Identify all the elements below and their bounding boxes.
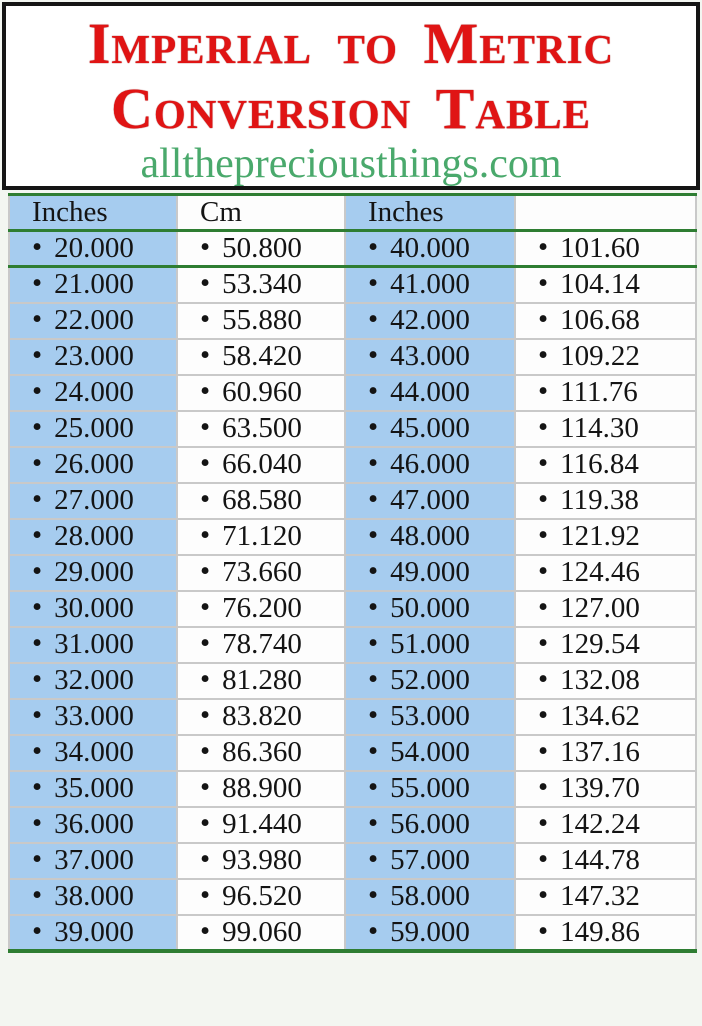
- cell-value: 83.820: [222, 700, 302, 732]
- bullet-icon: •: [368, 483, 379, 515]
- bullet-icon: •: [538, 411, 549, 443]
- table-cell: [515, 663, 696, 699]
- table-cell: [9, 879, 177, 915]
- cell-value: 46.000: [390, 448, 470, 480]
- cell-value: 49.000: [390, 556, 470, 588]
- bullet-icon: •: [200, 771, 211, 803]
- table-cell: [177, 699, 345, 735]
- table-cell: [177, 375, 345, 411]
- cell-value: 35.000: [54, 772, 134, 804]
- cell-value: 121.92: [560, 520, 640, 552]
- cell-value: 38.000: [54, 880, 134, 912]
- cell-value: 34.000: [54, 736, 134, 768]
- table-cell: [515, 735, 696, 771]
- cell-value: 53.340: [222, 268, 302, 301]
- bullet-icon: •: [32, 771, 43, 803]
- bullet-icon: •: [200, 879, 211, 911]
- cell-value: 57.000: [390, 844, 470, 876]
- bullet-icon: •: [200, 231, 211, 263]
- table-cell: [177, 663, 345, 699]
- table-row: [9, 699, 696, 735]
- table-header: [9, 195, 696, 231]
- cell-value: 51.000: [390, 628, 470, 660]
- bullet-icon: •: [538, 914, 549, 947]
- col-header-cm-left: Cm: [177, 195, 345, 231]
- table-cell: [345, 699, 515, 735]
- bullet-icon: •: [200, 663, 211, 695]
- cell-value: 134.62: [560, 700, 640, 732]
- table-row: [9, 483, 696, 519]
- cell-value: 21.000: [54, 268, 134, 301]
- table-row: [9, 231, 696, 267]
- bullet-icon: •: [200, 699, 211, 731]
- bullet-icon: •: [32, 735, 43, 767]
- bullet-icon: •: [538, 447, 549, 479]
- cell-value: 31.000: [54, 628, 134, 660]
- bullet-icon: •: [368, 267, 379, 300]
- cell-value: 96.520: [222, 880, 302, 912]
- title-line-2: Conversion Table: [111, 75, 591, 141]
- page-title: [6, 12, 696, 142]
- table-cell: [177, 447, 345, 483]
- table-row: [9, 663, 696, 699]
- cell-value: 20.000: [54, 232, 134, 264]
- table-cell: [177, 735, 345, 771]
- table-cell: [345, 447, 515, 483]
- cell-value: 32.000: [54, 664, 134, 696]
- table-row: [9, 915, 696, 951]
- table-cell: [345, 519, 515, 555]
- bullet-icon: •: [538, 591, 549, 623]
- table-cell: [9, 339, 177, 375]
- table-cell: [177, 267, 345, 303]
- cell-value: 53.000: [390, 700, 470, 732]
- table-cell: [9, 843, 177, 879]
- cell-value: 58.000: [390, 880, 470, 912]
- cell-value: 78.740: [222, 628, 302, 660]
- table-cell: [515, 483, 696, 519]
- table-cell: [345, 303, 515, 339]
- cell-value: 58.420: [222, 340, 302, 372]
- bullet-icon: •: [200, 627, 211, 659]
- bullet-icon: •: [200, 339, 211, 371]
- header-row: [9, 195, 696, 231]
- table-row: [9, 771, 696, 807]
- table-cell: [9, 231, 177, 267]
- bullet-icon: •: [368, 555, 379, 587]
- table-row: [9, 843, 696, 879]
- cell-value: 24.000: [54, 376, 134, 408]
- table-row: [9, 411, 696, 447]
- table-cell: [9, 627, 177, 663]
- table-cell: [515, 447, 696, 483]
- table-cell: [515, 699, 696, 735]
- bullet-icon: •: [538, 807, 549, 839]
- cell-value: 144.78: [560, 844, 640, 876]
- table-cell: [177, 915, 345, 951]
- cell-value: 55.880: [222, 304, 302, 336]
- bullet-icon: •: [32, 483, 43, 515]
- cell-value: 127.00: [560, 592, 640, 624]
- table-cell: [345, 483, 515, 519]
- table-row: [9, 447, 696, 483]
- bullet-icon: •: [32, 807, 43, 839]
- cell-value: 86.360: [222, 736, 302, 768]
- table-cell: [345, 231, 515, 267]
- cell-value: 147.32: [560, 880, 640, 912]
- bullet-icon: •: [538, 879, 549, 911]
- cell-value: 47.000: [390, 484, 470, 516]
- cell-value: 48.000: [390, 520, 470, 552]
- cell-value: 29.000: [54, 556, 134, 588]
- table-cell: [515, 411, 696, 447]
- bullet-icon: •: [538, 519, 549, 551]
- cell-value: 124.46: [560, 556, 640, 588]
- bullet-icon: •: [200, 519, 211, 551]
- table-cell: [9, 483, 177, 519]
- bullet-icon: •: [200, 807, 211, 839]
- bullet-icon: •: [538, 699, 549, 731]
- table-cell: [345, 339, 515, 375]
- bullet-icon: •: [200, 303, 211, 335]
- table-cell: [177, 807, 345, 843]
- cell-value: 91.440: [222, 808, 302, 840]
- cell-value: 114.30: [560, 412, 639, 444]
- table-cell: [515, 879, 696, 915]
- cell-value: 22.000: [54, 304, 134, 336]
- table-cell: [515, 771, 696, 807]
- cell-value: 50.800: [222, 232, 302, 264]
- cell-value: 142.24: [560, 808, 640, 840]
- table-cell: [9, 807, 177, 843]
- cell-value: 129.54: [560, 628, 640, 660]
- cell-value: 63.500: [222, 412, 302, 444]
- cell-value: 132.08: [560, 664, 640, 696]
- table-cell: [345, 411, 515, 447]
- table-cell: [345, 915, 515, 951]
- table-cell: [515, 627, 696, 663]
- table-cell: [177, 879, 345, 915]
- bullet-icon: •: [200, 735, 211, 767]
- cell-value: 43.000: [390, 340, 470, 372]
- table-cell: [177, 231, 345, 267]
- table-cell: [9, 375, 177, 411]
- table-cell: [345, 879, 515, 915]
- cell-value: 44.000: [390, 376, 470, 408]
- cell-value: 111.76: [560, 376, 638, 408]
- bullet-icon: •: [368, 735, 379, 767]
- table-row: [9, 519, 696, 555]
- bullet-icon: •: [368, 591, 379, 623]
- bullet-icon: •: [32, 843, 43, 875]
- table-body: [9, 231, 696, 951]
- table-cell: [9, 303, 177, 339]
- cell-value: 104.14: [560, 268, 640, 301]
- bullet-icon: •: [200, 267, 211, 300]
- bullet-icon: •: [32, 519, 43, 551]
- table-cell: [515, 231, 696, 267]
- bullet-icon: •: [368, 519, 379, 551]
- table-cell: [345, 591, 515, 627]
- cell-value: 25.000: [54, 412, 134, 444]
- bullet-icon: •: [32, 699, 43, 731]
- table-cell: [515, 519, 696, 555]
- table-row: [9, 555, 696, 591]
- cell-value: 59.000: [390, 915, 470, 948]
- table-cell: [177, 483, 345, 519]
- table-cell: [9, 519, 177, 555]
- bullet-icon: •: [32, 375, 43, 407]
- table-cell: [9, 771, 177, 807]
- cell-value: 81.280: [222, 664, 302, 696]
- bullet-icon: •: [368, 339, 379, 371]
- table-cell: [9, 735, 177, 771]
- bullet-icon: •: [538, 843, 549, 875]
- cell-value: 50.000: [390, 592, 470, 624]
- bullet-icon: •: [368, 411, 379, 443]
- bullet-icon: •: [538, 339, 549, 371]
- table-cell: [515, 339, 696, 375]
- bullet-icon: •: [32, 879, 43, 911]
- table-cell: [177, 591, 345, 627]
- bullet-icon: •: [32, 627, 43, 659]
- cell-value: 28.000: [54, 520, 134, 552]
- cell-value: 26.000: [54, 448, 134, 480]
- cell-value: 99.060: [222, 915, 302, 948]
- table-row: [9, 627, 696, 663]
- bullet-icon: •: [368, 627, 379, 659]
- bullet-icon: •: [368, 843, 379, 875]
- table-cell: [177, 339, 345, 375]
- cell-value: 137.16: [560, 736, 640, 768]
- table-row: [9, 591, 696, 627]
- cell-value: 109.22: [560, 340, 640, 372]
- title-line-1: Imperial to Metric: [87, 11, 615, 76]
- table-cell: [345, 375, 515, 411]
- table-cell: [345, 555, 515, 591]
- bullet-icon: •: [368, 375, 379, 407]
- cell-value: 52.000: [390, 664, 470, 696]
- table-row: [9, 339, 696, 375]
- table-cell: [345, 735, 515, 771]
- table-cell: [9, 447, 177, 483]
- header-banner: [2, 2, 700, 190]
- bullet-icon: •: [368, 447, 379, 479]
- table-row: [9, 735, 696, 771]
- table-row: [9, 375, 696, 411]
- table-cell: [345, 663, 515, 699]
- table-cell: [9, 411, 177, 447]
- table-cell: [9, 591, 177, 627]
- cell-value: 60.960: [222, 376, 302, 408]
- table-cell: [515, 807, 696, 843]
- table-cell: [177, 555, 345, 591]
- bullet-icon: •: [538, 483, 549, 515]
- bullet-icon: •: [32, 231, 43, 263]
- table-cell: [177, 771, 345, 807]
- cell-value: 27.000: [54, 484, 134, 516]
- cell-value: 139.70: [560, 772, 640, 804]
- bullet-icon: •: [368, 807, 379, 839]
- cell-value: 88.900: [222, 772, 302, 804]
- table-row: [9, 807, 696, 843]
- table-cell: [177, 303, 345, 339]
- table-cell: [9, 267, 177, 303]
- bullet-icon: •: [32, 663, 43, 695]
- bullet-icon: •: [368, 303, 379, 335]
- bullet-icon: •: [200, 411, 211, 443]
- bullet-icon: •: [200, 914, 211, 947]
- bullet-icon: •: [368, 231, 379, 263]
- bullet-icon: •: [538, 663, 549, 695]
- table-cell: [345, 267, 515, 303]
- bullet-icon: •: [538, 555, 549, 587]
- cell-value: 116.84: [560, 448, 639, 480]
- bullet-icon: •: [32, 339, 43, 371]
- table-cell: [515, 375, 696, 411]
- bullet-icon: •: [538, 231, 549, 263]
- bullet-icon: •: [200, 555, 211, 587]
- cell-value: 119.38: [560, 484, 639, 516]
- table-cell: [177, 411, 345, 447]
- cell-value: 71.120: [222, 520, 302, 552]
- table-cell: [515, 915, 696, 951]
- bullet-icon: •: [368, 663, 379, 695]
- cell-value: 76.200: [222, 592, 302, 624]
- cell-value: 39.000: [54, 915, 134, 948]
- bullet-icon: •: [538, 303, 549, 335]
- cell-value: 23.000: [54, 340, 134, 372]
- bullet-icon: •: [32, 447, 43, 479]
- cell-value: 45.000: [390, 412, 470, 444]
- bullet-icon: •: [200, 483, 211, 515]
- bullet-icon: •: [200, 447, 211, 479]
- table-cell: [9, 699, 177, 735]
- cell-value: 30.000: [54, 592, 134, 624]
- cell-value: 37.000: [54, 844, 134, 876]
- cell-value: 149.86: [560, 915, 640, 948]
- cell-value: 42.000: [390, 304, 470, 336]
- bullet-icon: •: [32, 267, 43, 300]
- bullet-icon: •: [538, 267, 549, 300]
- table-cell: [515, 555, 696, 591]
- table-cell: [345, 771, 515, 807]
- cell-value: 73.660: [222, 556, 302, 588]
- bullet-icon: •: [32, 591, 43, 623]
- bullet-icon: •: [32, 555, 43, 587]
- table-container: [8, 193, 695, 953]
- bullet-icon: •: [368, 879, 379, 911]
- col-header-inches-left: Inches: [9, 195, 177, 231]
- cell-value: 41.000: [390, 268, 470, 301]
- bullet-icon: •: [32, 914, 43, 947]
- table-row: [9, 879, 696, 915]
- cell-value: 36.000: [54, 808, 134, 840]
- col-header-inches-right: Inches: [345, 195, 515, 231]
- cell-value: 106.68: [560, 304, 640, 336]
- cell-value: 55.000: [390, 772, 470, 804]
- cell-value: 66.040: [222, 448, 302, 480]
- col-header-cm-right: [515, 195, 696, 231]
- bullet-icon: •: [538, 771, 549, 803]
- table-cell: [345, 627, 515, 663]
- cell-value: 54.000: [390, 736, 470, 768]
- table-cell: [9, 915, 177, 951]
- bullet-icon: •: [200, 375, 211, 407]
- bullet-icon: •: [368, 914, 379, 947]
- bullet-icon: •: [32, 411, 43, 443]
- table-cell: [515, 591, 696, 627]
- table-row: [9, 267, 696, 303]
- bullet-icon: •: [368, 699, 379, 731]
- bullet-icon: •: [200, 591, 211, 623]
- table-cell: [345, 807, 515, 843]
- table-cell: [177, 519, 345, 555]
- table-cell: [515, 267, 696, 303]
- bullet-icon: •: [368, 771, 379, 803]
- table-cell: [177, 843, 345, 879]
- cell-value: 56.000: [390, 808, 470, 840]
- cell-value: 101.60: [560, 232, 640, 264]
- table-cell: [345, 843, 515, 879]
- bullet-icon: •: [538, 627, 549, 659]
- website-url: allthepreciousthings.com: [140, 140, 562, 187]
- conversion-table: [8, 193, 697, 953]
- cell-value: 33.000: [54, 700, 134, 732]
- table-cell: [177, 627, 345, 663]
- cell-value: 40.000: [390, 232, 470, 264]
- table-cell: [9, 555, 177, 591]
- table-cell: [9, 663, 177, 699]
- table-cell: [515, 843, 696, 879]
- bullet-icon: •: [200, 843, 211, 875]
- bullet-icon: •: [538, 735, 549, 767]
- bullet-icon: •: [32, 303, 43, 335]
- cell-value: 93.980: [222, 844, 302, 876]
- table-cell: [515, 303, 696, 339]
- cell-value: 68.580: [222, 484, 302, 516]
- bullet-icon: •: [538, 375, 549, 407]
- table-row: [9, 303, 696, 339]
